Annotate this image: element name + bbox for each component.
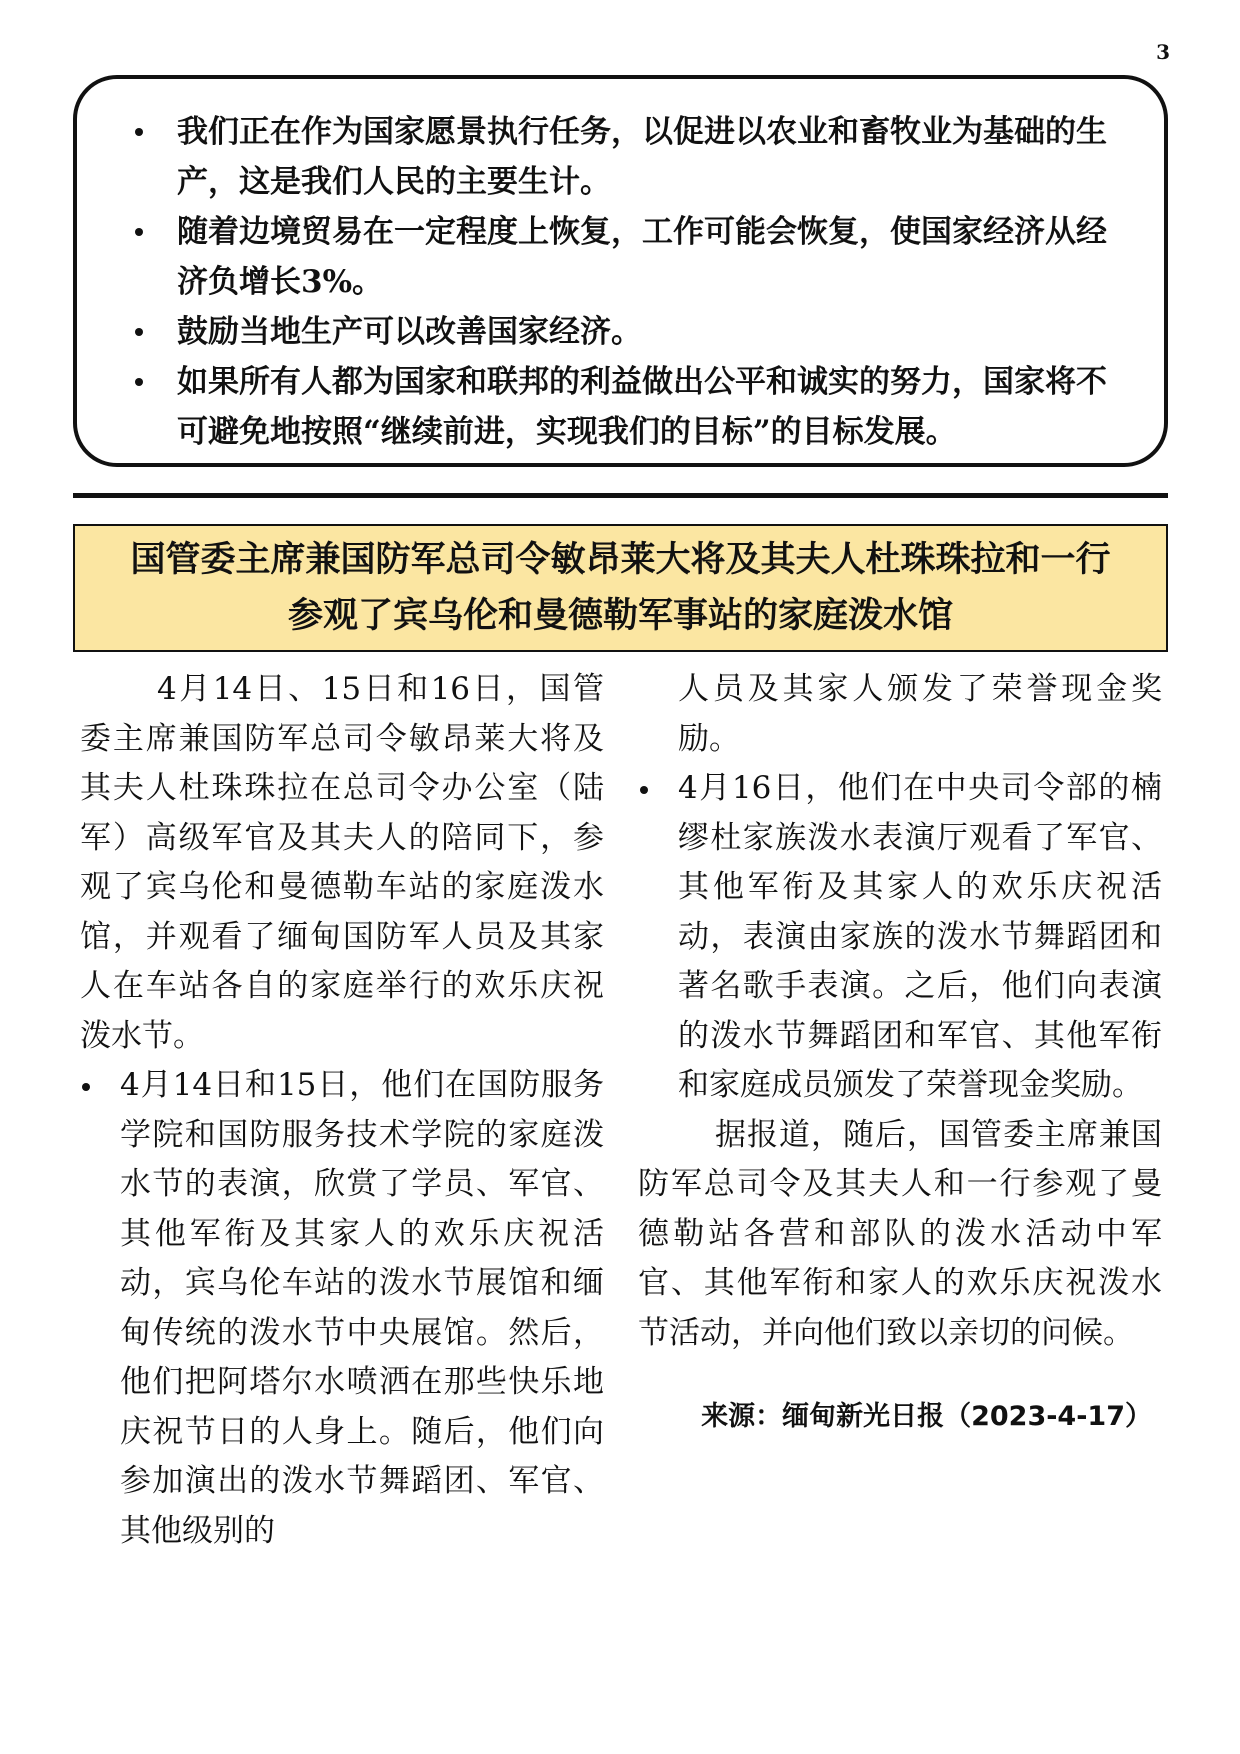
bullet-icon xyxy=(640,786,648,794)
key-point-text: 我们正在作为国家愿景执行任务，以促进以农业和畜牧业为基础的生产，这是我们人民的主要生计。 xyxy=(177,114,1107,200)
headline-line-1: 国管委主席兼国防军总司令敏昂莱大将及其夫人杜珠珠拉和一行 xyxy=(130,540,1111,580)
bullet-icon xyxy=(135,228,143,236)
section-divider xyxy=(73,493,1168,498)
article-right-column xyxy=(638,665,1162,1442)
article-left-column xyxy=(80,665,604,1556)
bullet-icon xyxy=(82,1083,90,1091)
article-bullet-1-text: 4月14日和15日，他们在国防服务学院和国防服务技术学院的家庭泼水节的表演，欣赏了学员、军官、其他军衔及其家人的欢乐庆祝活动，宾乌伦车站的泼水节展馆和缅甸传统的泼水节中央展馆。然后，他们把阿塔尔水喷洒在那些快乐地庆祝节日的人身上。随后，他们向参加演出的泼水节舞蹈团、军官、其他级别的 xyxy=(120,1067,604,1549)
bullet-icon xyxy=(135,128,143,136)
article-bullet-2 xyxy=(638,764,1162,1111)
headline-line-2: 参观了宾乌伦和曼德勒军事站的家庭泼水馆 xyxy=(287,596,953,636)
key-point-text: 如果所有人都为国家和联邦的利益做出公平和诚实的努力，国家将不可避免地按照“继续前进，实现我们的目标”的目标发展。 xyxy=(177,364,1107,450)
article-bullet-1 xyxy=(80,1061,604,1556)
key-points-box xyxy=(73,75,1168,467)
bullet-icon xyxy=(135,378,143,386)
key-points-list xyxy=(135,107,1124,457)
article-closing-paragraph: 据报道，随后，国管委主席兼国防军总司令及其夫人和一行参观了曼德勒站各营和部队的泼水活动中军官、其他军衔和家人的欢乐庆祝泼水节活动，并向他们致以亲切的问候。 xyxy=(638,1116,1162,1351)
article-headline xyxy=(73,524,1168,652)
key-point-item xyxy=(135,307,1124,357)
key-point-item xyxy=(135,357,1124,457)
article-source: 来源：缅甸新光日报（2023-4-17） xyxy=(701,1401,1152,1432)
key-point-text: 鼓励当地生产可以改善国家经济。 xyxy=(177,314,642,350)
article-bullet-1-continuation: 人员及其家人颁发了荣誉现金奖励。 xyxy=(678,671,1162,757)
bullet-icon xyxy=(135,328,143,336)
key-point-item xyxy=(135,107,1124,207)
key-point-text: 随着边境贸易在一定程度上恢复，工作可能会恢复，使国家经济从经济负增长3%。 xyxy=(177,214,1107,300)
article-bullet-2-text: 4月16日，他们在中央司令部的楠缪杜家族泼水表演厅观看了军官、其他军衔及其家人的欢乐庆祝活动，表演由家族的泼水节舞蹈团和著名歌手表演。之后，他们向表演的泼水节舞蹈团和军官、其他军衔和家庭成员颁发了荣誉现金奖励。 xyxy=(678,770,1162,1103)
page-number: 3 xyxy=(1156,40,1170,64)
article-intro-paragraph: 4月14日、15日和16日，国管委主席兼国防军总司令敏昂莱大将及其夫人杜珠珠拉在总司令办公室（陆军）高级军官及其夫人的陪同下，参观了宾乌伦和曼德勒车站的家庭泼水馆，并观看了缅甸国防军人员及其家人在车站各自的家庭举行的欢乐庆祝泼水节。 xyxy=(80,671,604,1054)
key-point-item xyxy=(135,207,1124,307)
